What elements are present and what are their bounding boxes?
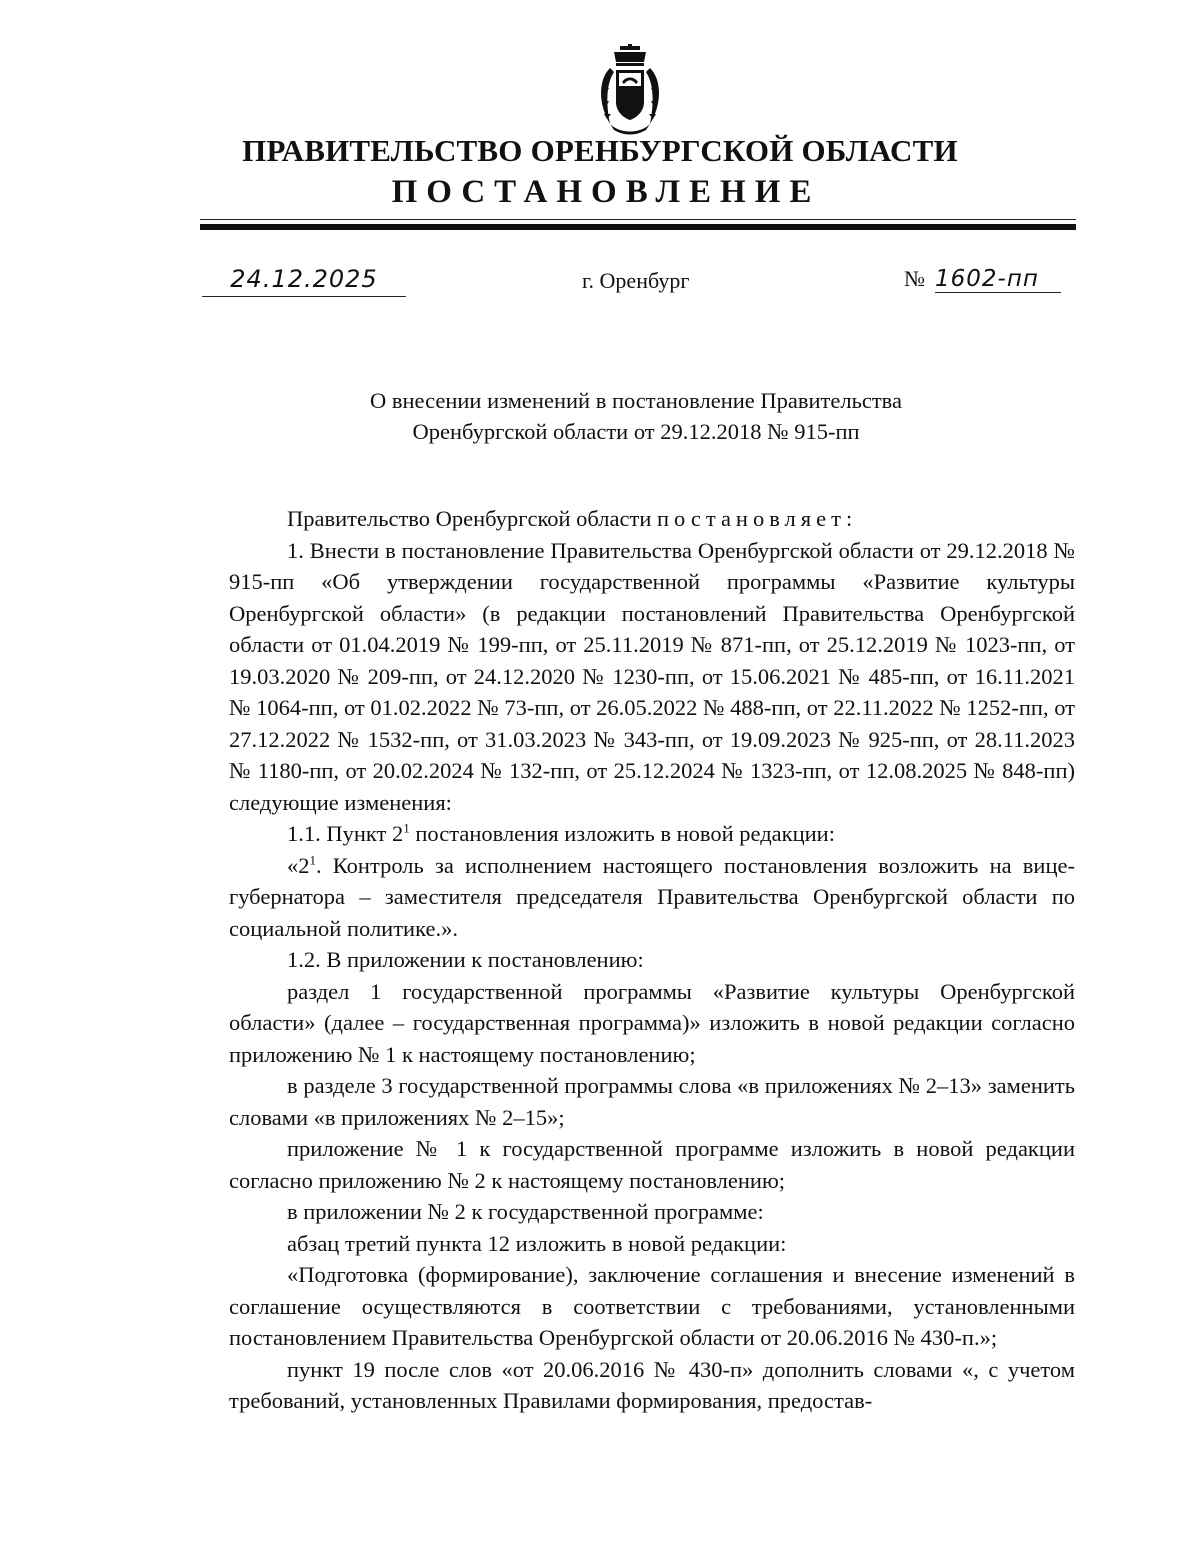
quote-superscript: 1 [309,852,316,867]
number-label: № [904,266,925,291]
paragraph-section-1: раздел 1 государственной программы «Развитие культуры Оренбургской области» (далее – государственная программа)» изложить в новой редакции согласно приложению № 1 к настоящему постановлению; [229,978,1075,1067]
paragraph-1-2: 1.2. В приложении к постановлению: [287,947,644,972]
intro-prefix: Правительство Оренбургской области [287,506,657,531]
paragraph-quote-preparation: «Подготовка (формирование), заключение соглашения и внесение изменений в соглашение осуществляются в соответствии с требованиями, установленными постановлением Правительства Оренбургской области от 20.06.2016 № 430-п.»; [229,1262,1075,1350]
quote-text-a: «2 [287,852,310,878]
paragraph-appendix-1: приложение № 1 к государственной программе изложить в новой редакции согласно приложению № 2 к настоящему постановлению; [229,1136,1075,1193]
quote-text-b: . Контроль за исполнением настоящего постановления возложить на вице-губернатора – заместителя председателя Правительства Оренбургской области по социальной политике.». [229,852,1075,941]
paragraph-1-1 [229,818,1075,850]
subject-line-2: Оренбургской области от 29.12.2018 № 915-пп [412,419,860,444]
paragraph-point-19: пункт 19 после слов «от 20.06.2016 № 430-п» дополнить словами «, с учетом требований, установленных Правилами формирования, предостав- [229,1356,1075,1413]
government-title: ПРАВИТЕЛЬСТВО ОРЕНБУРГСКОЙ ОБЛАСТИ [242,133,958,168]
paragraph-section-3: в разделе 3 государственной программы слова «в приложениях № 2–13» заменить словами «в приложениях № 2–15»; [229,1073,1075,1130]
document-body [229,503,1075,1417]
document-city: г. Оренбург [582,268,690,293]
header-rule-thin [200,219,1076,220]
paragraph-appendix-2: в приложении № 2 к государственной программе: [287,1199,764,1224]
paragraph-1: 1. Внести в постановление Правительства Оренбургской области от 29.12.2018 № 915-пп «Об утверждении государственной программы «Развитие культуры Оренбургской области» (в редакции постановлений Правительства Оренбургской области от 01.04.2019 № 199-пп, от 25.11.2019 № 871-пп, от 25.12.2019 № 1023-пп, от 19.03.2020 № 209-пп, от 24.12.2020 № 1230-пп, от 15.06.2021 № 485-пп, от 16.11.2021 № 1064-пп, от 01.02.2022 № 73-пп, от 26.05.2022 № 488-пп, от 22.11.2022 № 1252-пп, от 27.12.2022 № 1532-пп, от 31.03.2023 № 343-пп, от 19.09.2023 № 925-пп, от 28.11.2023 № 1180-пп, от 20.02.2024 № 132-пп, от 25.12.2024 № 1323-пп, от 12.08.2025 № 848-пп) следующие изменения: [229,537,1075,815]
document-type: ПОСТАНОВЛЕНИЕ [391,174,821,210]
header-rule-thick [200,224,1076,230]
p1-1-text-b: постановления изложить в новой редакции: [409,821,835,846]
p1-1-superscript: 1 [403,820,410,836]
paragraph-abzac: абзац третий пункта 12 изложить в новой редакции: [287,1230,787,1256]
document-date: 24.12.2025 [202,262,406,297]
intro-resolves: постановляет: [657,506,858,531]
intro-paragraph [229,503,1075,535]
subject-line-1: О внесении изменений в постановление Правительства [370,388,902,413]
paragraph-quote-2-1 [229,850,1075,945]
number-value: 1602-пп [935,266,1061,293]
p1-1-text-a: 1.1. Пункт 2 [287,821,404,846]
coat-of-arms-icon [596,44,664,136]
document-subject [0,385,1200,447]
document-number [904,266,1061,293]
